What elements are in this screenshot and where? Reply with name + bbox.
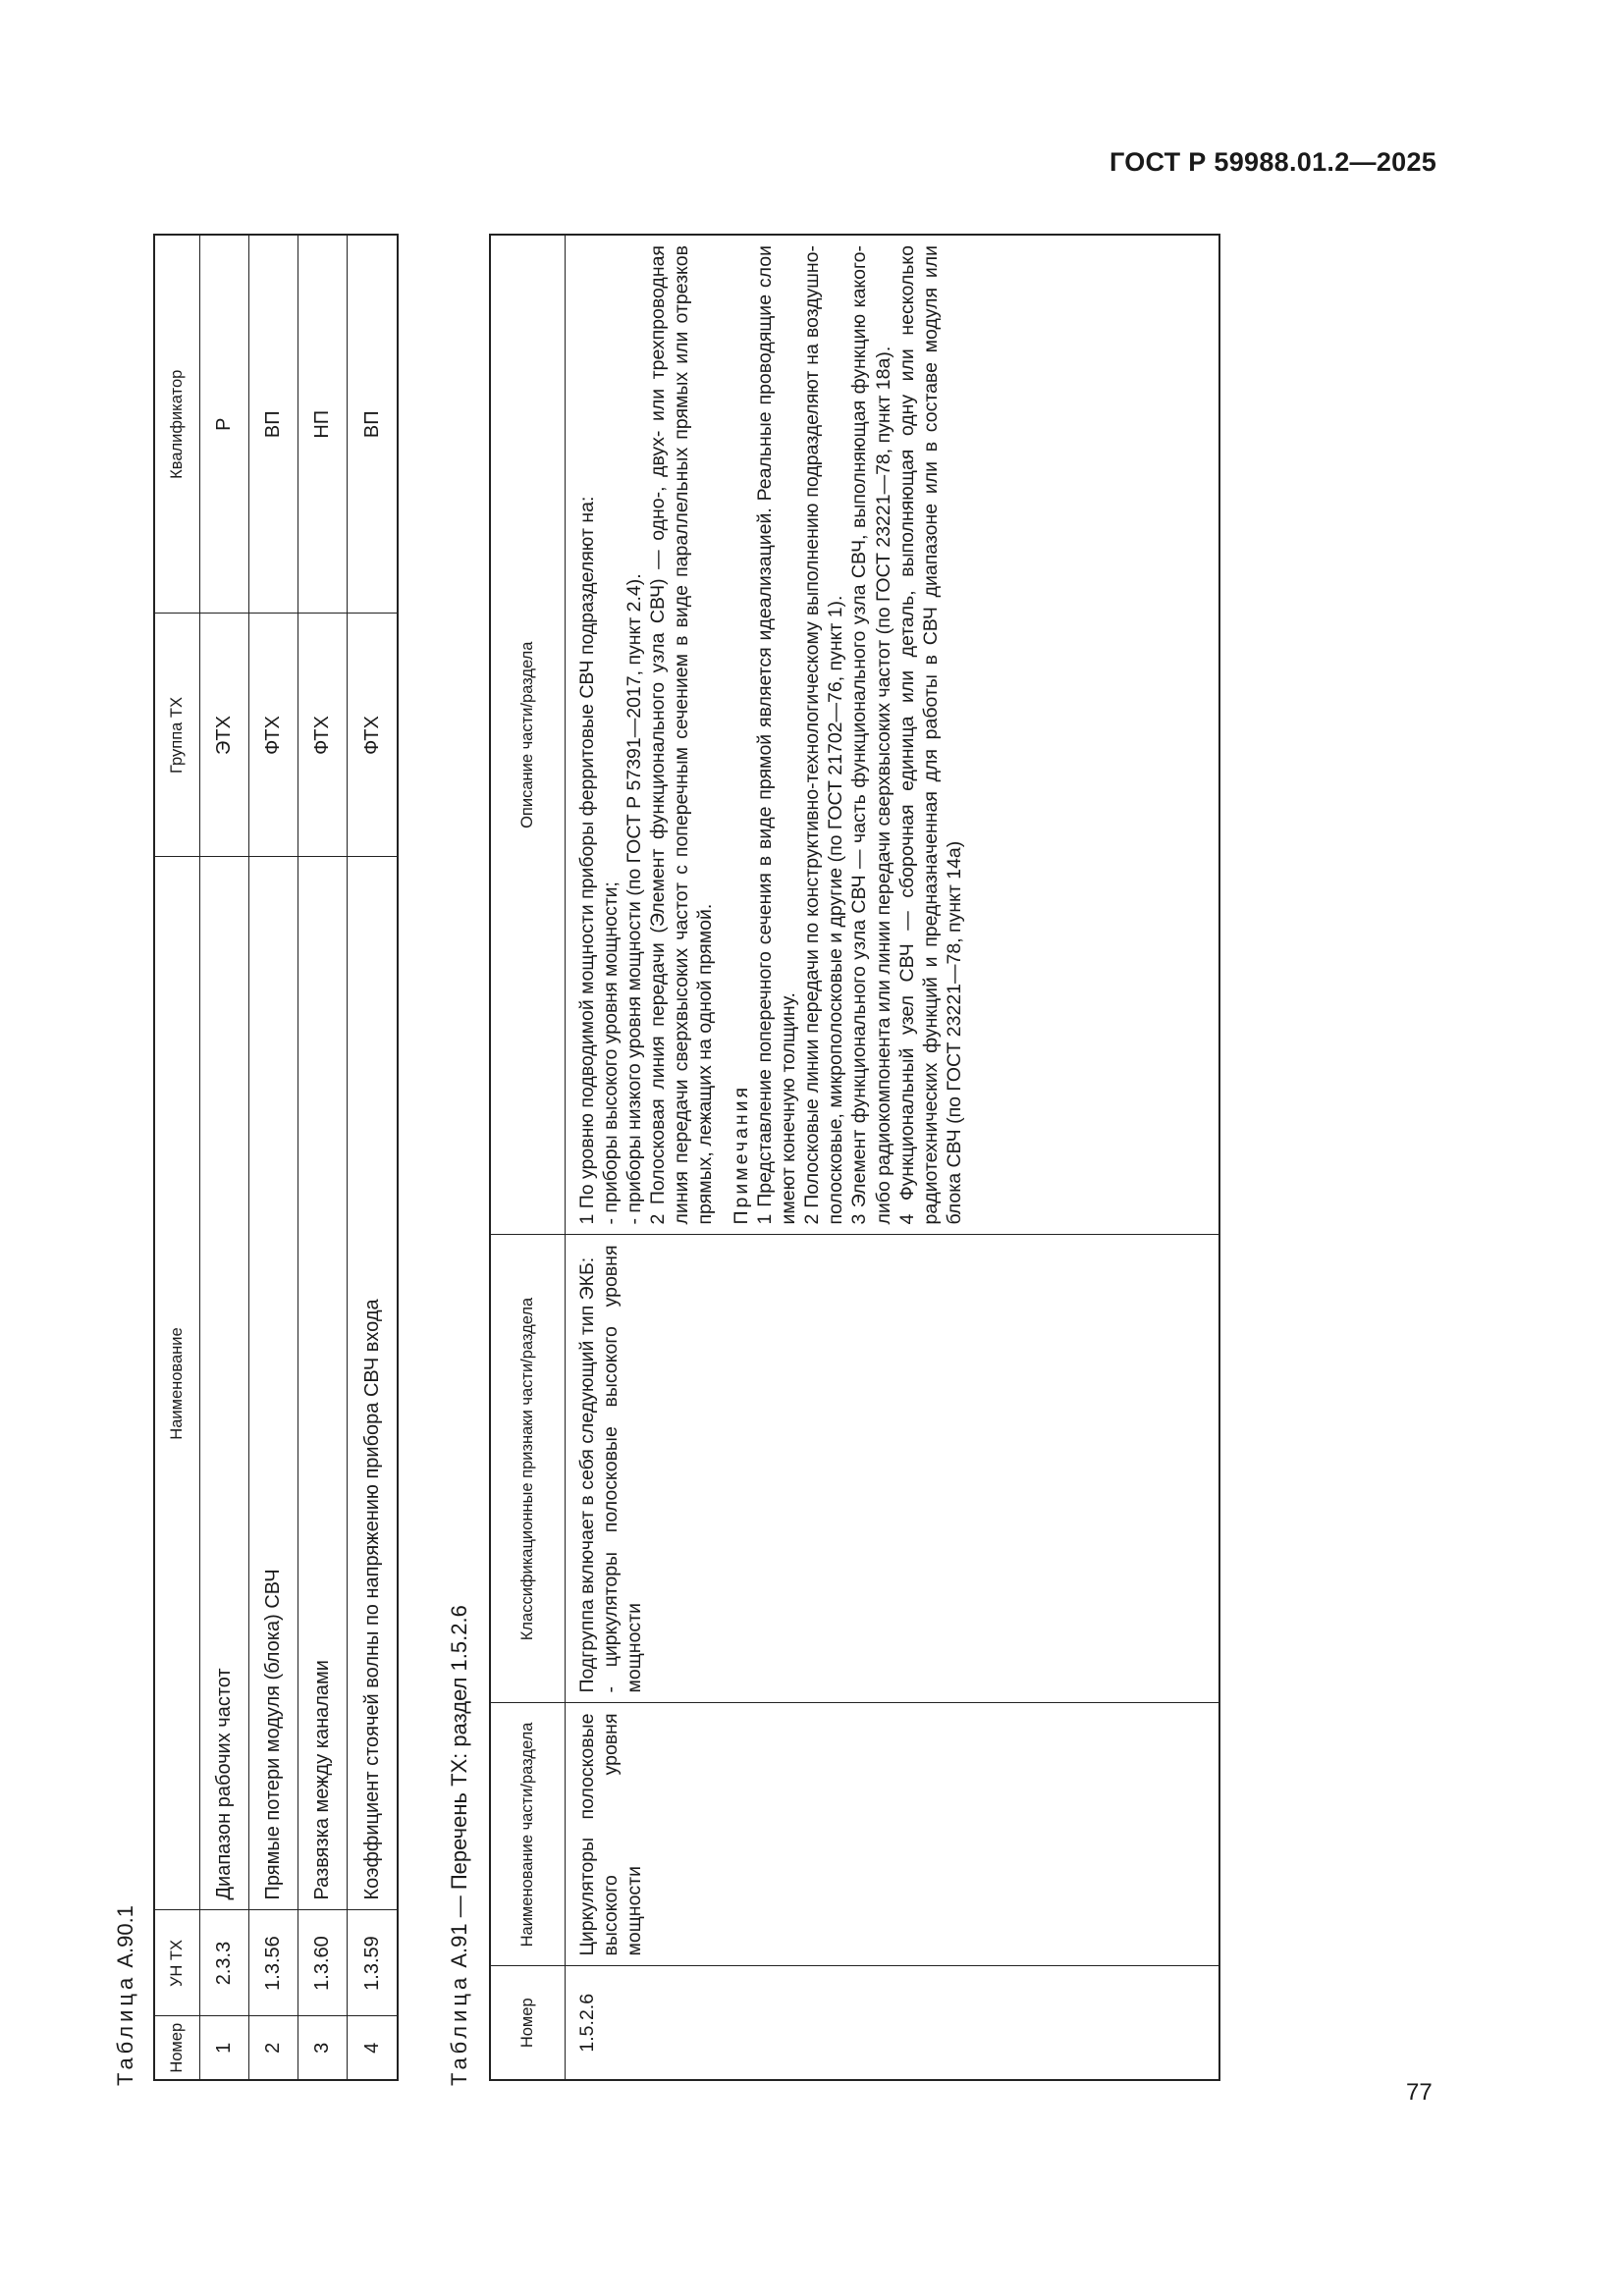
header-cell: Описание части/раздела	[490, 235, 565, 1235]
note-line: 1 Представление поперечного сечения в виде прямой является идеализацией. Реальные проводящие слои имеют конечную толщину.	[753, 245, 799, 1225]
cell-name: Диапазон рабочих частот	[199, 857, 248, 1910]
header-cell: Номер	[154, 2016, 199, 2080]
notes-title: Примечания	[730, 1084, 752, 1225]
cell-number: 4	[348, 2016, 398, 2080]
caption-word: Таблица	[447, 1973, 471, 2086]
feature-line: Подгруппа включает в себя следующий тип ЭКБ:	[575, 1256, 598, 1693]
header-cell: Группа ТХ	[154, 614, 199, 857]
table-row	[348, 235, 398, 2080]
table-row	[199, 235, 248, 2080]
cell-code: 1.3.59	[348, 1910, 398, 2016]
note-line: 4 Функциональный узел СВЧ — сборочная единица или деталь, выполняющая одну или несколько радиотехнических функций и предназначенная для работы в СВЧ диапазоне или в составе модуля или блока СВЧ (по ГОСТ 23221—78, пункт 14а)	[895, 245, 966, 1225]
cell-qualifier: Р	[199, 235, 248, 614]
header-cell: Классификационные признаки части/раздела	[490, 1235, 565, 1703]
table-a901	[153, 234, 399, 2081]
cell-name: Прямые потери модуля (блока) СВЧ	[248, 857, 298, 1910]
header-cell: Номер	[490, 1966, 565, 2080]
table-header-row	[154, 235, 199, 2080]
description-line: 2 Полосковая линия передачи (Элемент функционального узла СВЧ) — одно-, двух- или трехпроводная линия передачи сверхвысоких частот с поперечным сечением в виде параллельных прямых или отрезков прямых, лежащих на одной прямой.	[647, 245, 717, 1225]
document-code: ГОСТ Р 59988.01.2—2025	[1110, 147, 1437, 177]
feature-line: - циркуляторы полосковые высокого уровня мощности	[599, 1245, 645, 1693]
cell-name: Коэффициент стоячей волны по напряжению прибора СВЧ входа	[348, 857, 398, 1910]
description-line: - приборы низкого уровня мощности (по ГОСТ Р 57391—2017, пункт 2.4).	[623, 573, 645, 1225]
caption-rest: А.90.1	[113, 1905, 137, 1974]
cell-group: ФТХ	[248, 614, 298, 857]
cell-number: 1	[199, 2016, 248, 2080]
header-cell: Наименование части/раздела	[490, 1703, 565, 1966]
page-number: 77	[1406, 2079, 1433, 2106]
header-cell: Наименование	[154, 857, 199, 1910]
cell-group: ФТХ	[298, 614, 347, 857]
cell-code: 2.3.3	[199, 1910, 248, 2016]
cell-number: 3	[298, 2016, 347, 2080]
table-a901-wrapper	[153, 236, 399, 2081]
table-a91-wrapper	[489, 236, 1220, 2081]
table-row	[298, 235, 347, 2080]
caption-rest: А.91 — Перечень ТХ: раздел 1.5.2.6	[447, 1605, 471, 1974]
cell-group: ФТХ	[348, 614, 398, 857]
table-a91	[489, 234, 1220, 2081]
cell-description	[565, 235, 1219, 1235]
cell-number: 2	[248, 2016, 298, 2080]
cell-number: 1.5.2.6	[565, 1966, 1219, 2080]
note-line: 2 Полосковые линии передачи по конструктивно-технологическому выполнению подразделяют на воздушно-полосковые, микрополосковые и другие (по ГОСТ 21702—76, пункт 1).	[801, 245, 847, 1225]
cell-qualifier: НП	[298, 235, 347, 614]
cell-qualifier: ВП	[248, 235, 298, 614]
caption-word: Таблица	[113, 1973, 137, 2086]
cell-name: Развязка между каналами	[298, 857, 347, 1910]
cell-group: ЭТХ	[199, 614, 248, 857]
table-row	[565, 235, 1219, 2080]
cell-qualifier: ВП	[348, 235, 398, 614]
table-row	[248, 235, 298, 2080]
cell-code: 1.3.60	[298, 1910, 347, 2016]
header-cell: УН ТХ	[154, 1910, 199, 2016]
table-header-row	[490, 235, 565, 2080]
description-line: - приборы высокого уровня мощности;	[599, 881, 622, 1225]
cell-code: 1.3.56	[248, 1910, 298, 2016]
header-cell: Квалификатор	[154, 235, 199, 614]
note-line: 3 Элемент функционального узла СВЧ — часть функционального узла СВЧ, выполняющая функцию какого-либо радиокомпонента или линии передачи сверхвысоких частот (по ГОСТ 23221—78, пункт 18а).	[848, 245, 894, 1225]
table-a901-caption	[113, 1006, 142, 2086]
cell-features	[565, 1235, 1219, 1703]
cell-name: Циркуляторы полосковые высокого уровня мощности	[565, 1703, 1219, 1966]
description-line: 1 По уровню подводимой мощности приборы ферритовые СВЧ подразделяют на:	[575, 496, 598, 1225]
table-a91-caption	[447, 1006, 476, 2086]
